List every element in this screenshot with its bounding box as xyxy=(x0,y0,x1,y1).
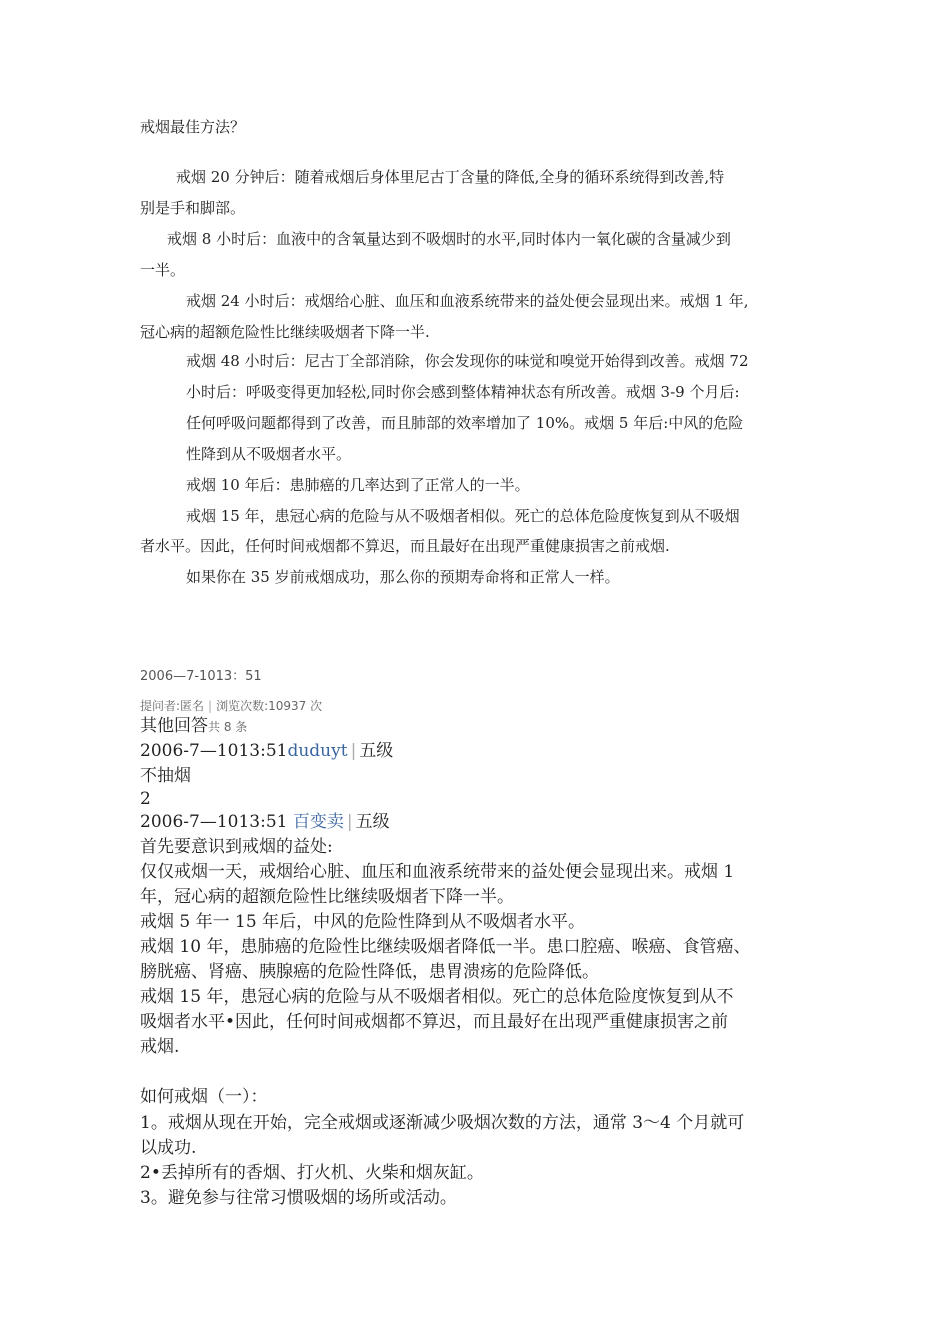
answer-2-meta xyxy=(140,810,820,835)
text-line: 首先要意识到戒烟的益处: xyxy=(140,837,333,857)
text-line: 戒烟 8 小时后：血液中的含氧量达到不吸烟时的水平,同时体内一氧化碳的含量减少到 xyxy=(167,230,731,248)
answer-1-meta xyxy=(140,739,820,764)
text-line: 小时后：呼吸变得更加轻松,同时你会感到整体精神状态有所改善。戒烟 3-9 个月后: xyxy=(186,383,740,401)
user-level: 五级 xyxy=(359,741,394,761)
list-item: 1。戒烟从现在开始，完全戒烟或逐渐减少吸烟次数的方法，通常 3～4 个月就可 xyxy=(140,1113,745,1133)
paragraph xyxy=(186,562,620,593)
text-line: 戒烟 15 年，患冠心病的危险与从不吸烟者相似。死亡的总体危险度恢复到从不吸烟 xyxy=(186,507,740,525)
text-line: 一半。 xyxy=(140,261,186,279)
text-line: 仅仅戒烟一天，戒烟给心脏、血压和血液系统带来的益处便会显现出来。戒烟 1 xyxy=(140,862,735,882)
text-line: 戒烟 24 小时后：戒烟给心脏、血压和血液系统带来的益处便会显现出来。戒烟 1 年, xyxy=(186,292,749,310)
text-line: 戒烟 5 年一 15 年后，中风的危险性降到从不吸烟者水平。 xyxy=(140,912,586,932)
paragraph xyxy=(176,162,724,193)
other-answers-header xyxy=(140,714,820,740)
text-line: 戒烟 20 分钟后：随着戒烟后身体里尼古丁含量的降低,全身的循环系统得到改善,特 xyxy=(176,168,725,186)
answer-user-link[interactable]: duduyt xyxy=(287,741,348,761)
answer-2-body xyxy=(140,835,820,1060)
list-item: 2•丢掉所有的香烟、打火机、火柴和烟灰缸。 xyxy=(140,1163,484,1183)
paragraph xyxy=(167,224,731,255)
separator: | xyxy=(350,741,357,761)
how-to-quit-title: 如何戒烟（一）： xyxy=(140,1087,268,1107)
text-line: 戒烟 10 年后：患肺癌的几率达到了正常人的一半。 xyxy=(186,476,530,494)
question-meta xyxy=(140,697,322,714)
text-line: 戒烟 10 年，患肺癌的危险性比继续吸烟者降低一半。患口腔癌、喉癌、食管癌、 xyxy=(140,937,751,957)
paragraph xyxy=(140,193,245,224)
separator: | xyxy=(346,812,353,832)
paragraph xyxy=(186,346,748,532)
text-line: 冠心病的超额危险性比继续吸烟者下降一半. xyxy=(140,323,430,341)
text-line: 年，冠心病的超额危险性比继续吸烟者下降一半。 xyxy=(140,887,514,907)
how-to-quit-list xyxy=(140,1111,820,1211)
text-line: 戒烟 48 小时后：尼古丁全部消除，你会发现你的味觉和嗅觉开始得到改善。戒烟 72 xyxy=(186,352,749,370)
text-line: 者水平。因此，任何时间戒烟都不算迟，而且最好在出现严重健康损害之前戒烟. xyxy=(140,537,670,555)
answer-1-text: 不抽烟 xyxy=(140,766,191,786)
document-title: 戒烟最佳方法？ xyxy=(140,118,246,136)
separator: | xyxy=(208,699,213,713)
user-level: 五级 xyxy=(355,812,390,832)
paragraph xyxy=(140,317,430,348)
other-answers-label: 其他回答 xyxy=(140,716,208,736)
answer-time: 2006-7—1013:51 xyxy=(140,812,288,832)
answer-count: 共 8 条 xyxy=(208,720,248,734)
asker-label: 提问者:匿名 xyxy=(140,699,205,713)
text-line: 吸烟者水平•因此，任何时间戒烟都不算迟，而且最好在出现严重健康损害之前 xyxy=(140,1012,729,1032)
view-count: 浏览次数:10937 次 xyxy=(216,699,323,713)
answer-user-link[interactable]: 百变卖 xyxy=(292,812,344,832)
list-item: 以成功. xyxy=(140,1138,197,1158)
paragraph xyxy=(186,286,748,317)
text-line: 戒烟 15 年，患冠心病的危险与从不吸烟者相似。死亡的总体危险度恢复到从不 xyxy=(140,987,734,1007)
text-line: 如果你在 35 岁前戒烟成功，那么你的预期寿命将和正常人一样。 xyxy=(186,568,620,586)
answer-time: 2006-7—1013:51 xyxy=(140,741,288,761)
list-item: 3。避免参与往常习惯吸烟的场所或活动。 xyxy=(140,1188,457,1208)
text-line: 性降到从不吸烟者水平。 xyxy=(186,445,352,463)
paragraph xyxy=(140,255,185,286)
question-date: 2006—7-1013：51 xyxy=(140,669,262,684)
answer-2-number: 2 xyxy=(140,789,151,809)
paragraph xyxy=(140,531,670,562)
text-line: 任何呼吸问题都得到了改善，而且肺部的效率增加了 10%。戒烟 5 年后:中风的危险 xyxy=(186,414,744,432)
text-line: 戒烟. xyxy=(140,1037,180,1057)
text-line: 膀胱癌、肾癌、胰腺癌的危险性降低，患胃溃疡的危险降低。 xyxy=(140,962,599,982)
text-line: 别是手和脚部。 xyxy=(140,199,246,217)
